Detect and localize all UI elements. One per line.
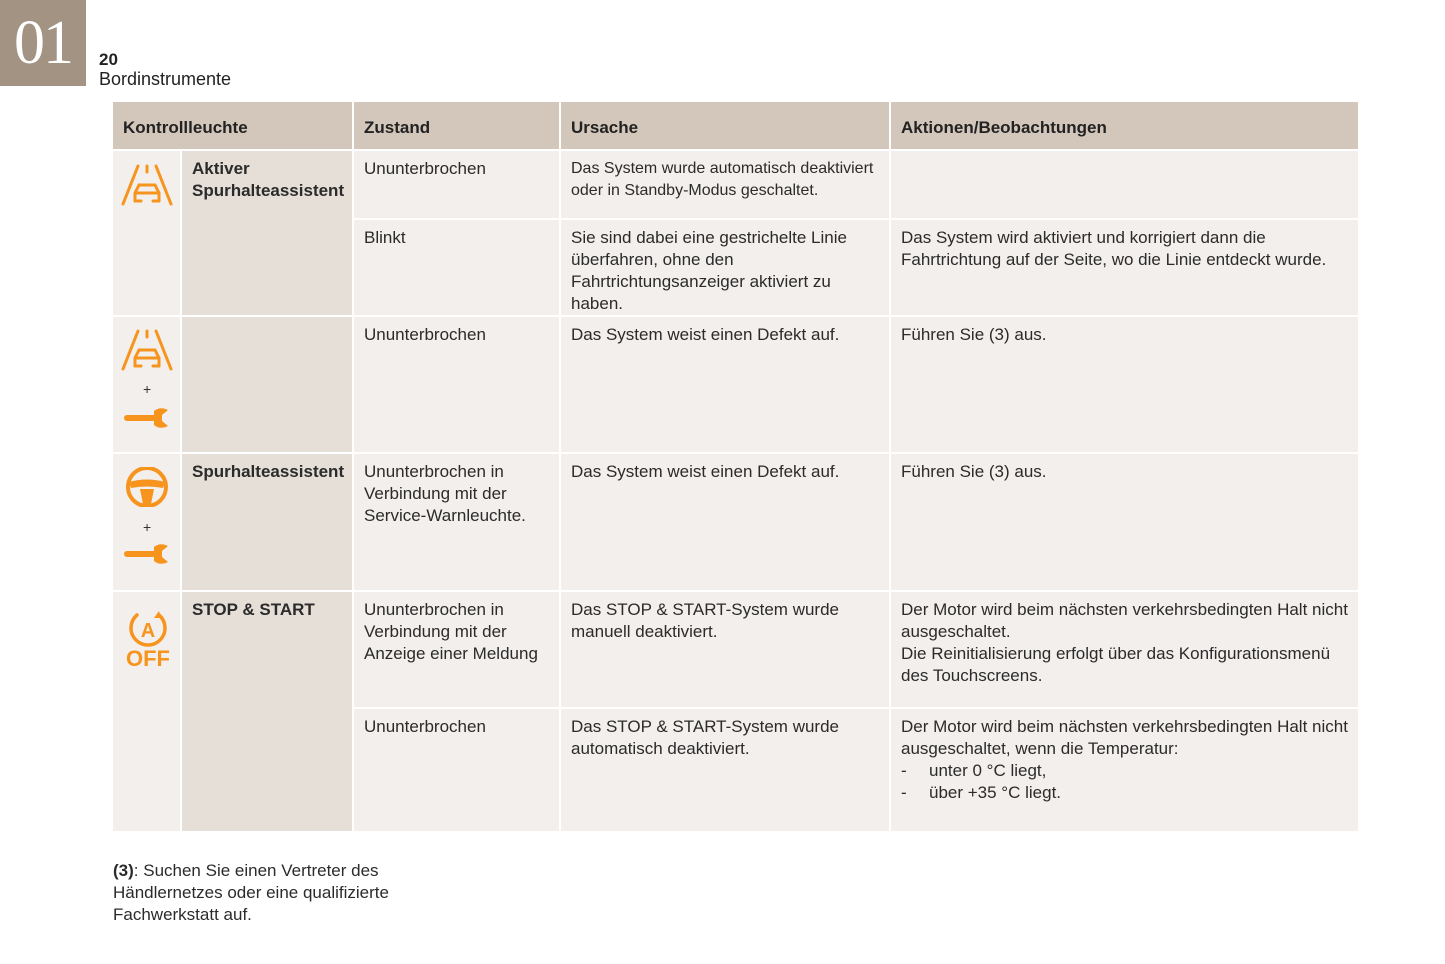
- stop-start-off-icon: [125, 610, 171, 668]
- group-label: [182, 317, 352, 452]
- plus-sign: +: [143, 519, 152, 535]
- aktion-cell: [891, 592, 1358, 707]
- aktion-line: Der Motor wird beim nächsten verkehrsbedingten Halt nicht ausgeschaltet, wenn die Temperatur:: [901, 717, 1348, 758]
- wrench-icon: [124, 543, 172, 565]
- aktion-line: Der Motor wird beim nächsten verkehrsbedingten Halt nicht ausgeschaltet.: [901, 600, 1348, 641]
- zustand-cell: Ununterbrochen in Verbindung mit der Anzeige einer Meldung: [354, 592, 559, 707]
- steering-wheel-icon: [124, 467, 170, 507]
- icon-cell: [113, 317, 180, 452]
- zustand-cell: Ununterbrochen: [354, 317, 559, 452]
- bullet-item: [901, 760, 1348, 782]
- ursache-cell: Das STOP & START-System wurde manuell deaktiviert.: [561, 592, 889, 707]
- aktion-cell: Führen Sie (3) aus.: [891, 454, 1358, 590]
- ursache-cell: Das System weist einen Defekt auf.: [561, 454, 889, 590]
- footnote-ref: (3): [113, 861, 134, 880]
- zustand-cell: Ununterbrochen in Verbindung mit der Service-Warnleuchte.: [354, 454, 559, 590]
- bullet-text: über +35 °C liegt.: [929, 783, 1062, 802]
- aktion-cell: [891, 151, 1358, 218]
- bullet-dash: -: [901, 761, 907, 780]
- icon-cell: [113, 454, 180, 590]
- aktion-cell: Führen Sie (3) aus.: [891, 317, 1358, 452]
- group-label: STOP & START: [182, 592, 352, 831]
- svg-text:A: A: [140, 620, 156, 642]
- bullet-dash: -: [901, 783, 907, 802]
- aktion-cell: [891, 709, 1358, 831]
- header-kontrollleuchte: Kontrollleuchte: [113, 102, 352, 149]
- zustand-cell: Blinkt: [354, 220, 559, 315]
- group-label: Aktiver Spurhalteassistent: [182, 151, 352, 315]
- section-title: Bordinstrumente: [99, 69, 232, 89]
- icon-cell: [113, 592, 180, 831]
- footnote: [113, 860, 433, 926]
- header-zustand: Zustand: [354, 102, 559, 149]
- plus-sign: +: [143, 381, 152, 397]
- bullet-item: [901, 782, 1348, 804]
- footnote-text: : Suchen Sie einen Vertreter des Händlernetzes oder eine qualifizierte Fachwerkstatt auf.: [113, 861, 389, 924]
- chapter-tab: 01: [0, 0, 86, 86]
- header-ursache: Ursache: [561, 102, 889, 149]
- lane-keep-car-icon: [121, 163, 173, 207]
- ursache-cell: Sie sind dabei eine gestrichelte Linie überfahren, ohne den Fahrtrichtungsanzeiger aktiviert zu haben.: [561, 220, 889, 315]
- bullet-text: unter 0 °C liegt,: [929, 761, 1047, 780]
- wrench-icon: [124, 407, 172, 429]
- ursache-cell: Das System weist einen Defekt auf.: [561, 317, 889, 452]
- group-label: Spurhalteassistent: [182, 454, 352, 590]
- zustand-cell: Ununterbrochen: [354, 709, 559, 831]
- lane-keep-car-icon: [121, 328, 173, 372]
- header-aktionen: Aktionen/Beobachtungen: [891, 102, 1358, 149]
- aktion-cell: Das System wird aktiviert und korrigiert dann die Fahrtrichtung auf der Seite, wo die Linie entdeckt wurde.: [891, 220, 1358, 315]
- svg-text:OFF: OFF: [126, 646, 170, 668]
- ursache-cell: Das System wurde automatisch deaktiviert oder in Standby-Modus geschaltet.: [561, 151, 889, 218]
- icon-cell: [113, 151, 180, 315]
- ursache-cell: Das STOP & START-System wurde automatisch deaktiviert.: [561, 709, 889, 831]
- zustand-cell: Ununterbrochen: [354, 151, 559, 218]
- aktion-line: Die Reinitialisierung erfolgt über das Konfigurationsmenü des Touchscreens.: [901, 644, 1331, 685]
- page-number: 20: [99, 50, 118, 69]
